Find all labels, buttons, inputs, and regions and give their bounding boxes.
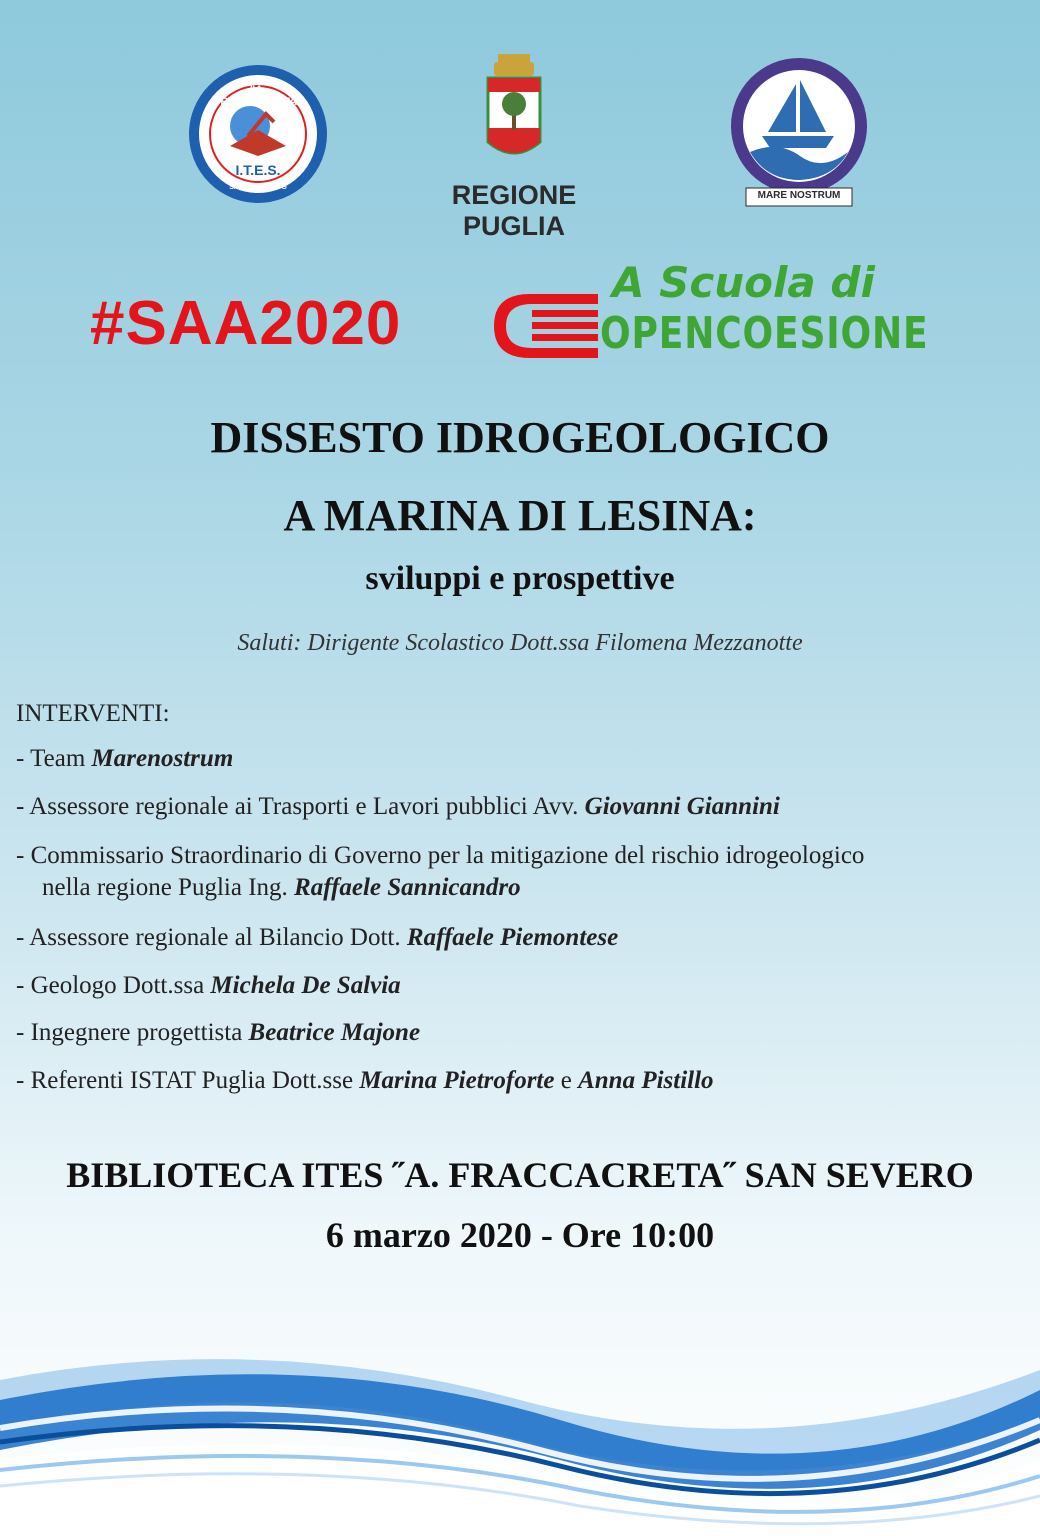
item-name: Marina Pietroforte [359, 1067, 555, 1094]
ites-bottom-text: SAN SEVERO FG [229, 184, 287, 191]
item-role: - Geologo Dott.ssa [16, 972, 211, 999]
item-name: Michela De Salvia [210, 972, 401, 999]
list-item [16, 743, 233, 775]
item-role: - Ingegnere progettista [16, 1019, 249, 1046]
opencoesione-script-text: A Scuola di [612, 258, 875, 307]
regione-puglia-label: REGIONE PUGLIA [451, 180, 577, 241]
interventi-label: INTERVENTI: [16, 700, 170, 727]
item-name: Giovanni Giannini [584, 793, 780, 820]
item-role: - Referenti ISTAT Puglia Dott.sse [16, 1067, 360, 1094]
list-item [16, 1017, 420, 1049]
regione-puglia-crest-icon [484, 52, 544, 164]
item-name: Raffaele Piemontese [406, 924, 619, 951]
list-item [16, 840, 864, 904]
list-item [16, 791, 780, 823]
event-date: 6 marzo 2020 - Ore 10:00 [325, 1215, 715, 1255]
item-name: Beatrice Majone [248, 1019, 421, 1046]
ites-ring-text: "A. FRACCACRETA" [213, 84, 303, 108]
list-item [16, 922, 618, 954]
ites-logo [188, 64, 328, 204]
opencoesione-icon [492, 290, 600, 362]
saluti-line: Saluti: Dirigente Scolastico Dott.ssa Filomena Mezzanotte [237, 630, 803, 656]
item-role-continued: nella regione Puglia Ing. [42, 874, 295, 901]
item-name-2: Anna Pistillo [578, 1067, 714, 1094]
title-line-2: A MARINA DI LESINA: [283, 491, 757, 540]
regione-puglia-logo [398, 52, 630, 241]
item-name: Marenostrum [91, 745, 234, 772]
item-role: - Commissario Straordinario di Governo per la mitigazione del rischio idrogeologico [16, 842, 865, 869]
mare-nostrum-logo [728, 56, 870, 212]
mare-nostrum-label: MARE NOSTRUM [757, 190, 841, 201]
hashtag: #SAA2020 [90, 289, 402, 358]
ites-center-text: I.T.E.S. [235, 162, 281, 178]
subtitle: sviluppi e prospettive [365, 560, 675, 597]
sailboat-icon [728, 56, 870, 212]
item-role: - Assessore regionale al Bilancio Dott. [16, 924, 407, 951]
item-role: - Assessore regionale ai Trasporti e Lavori pubblici Avv. [16, 793, 585, 820]
list-item [16, 970, 401, 1002]
item-role: - Team [16, 745, 92, 772]
opencoesione-bold-text: OPENCOESIONE [600, 308, 929, 359]
title-line-1: DISSESTO IDROGEOLOGICO [210, 413, 830, 462]
venue: BIBLIOTECA ITES ˝A. FRACCACRETA˝ SAN SEVERO [66, 1155, 974, 1195]
list-item [16, 1065, 714, 1097]
item-name: Raffaele Sannicandro [294, 874, 521, 901]
wave-decoration [0, 1310, 1040, 1536]
item-conjunction: e [554, 1067, 579, 1094]
